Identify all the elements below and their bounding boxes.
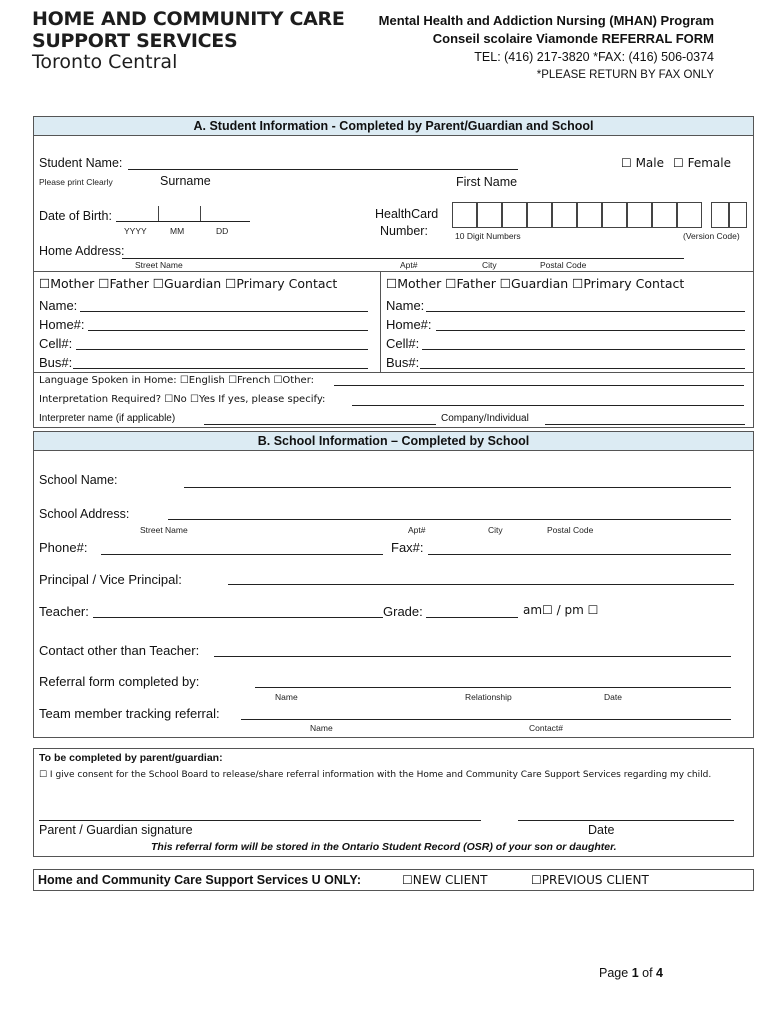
postal-caption: Postal Code — [547, 525, 594, 535]
grade-field[interactable] — [426, 617, 518, 618]
date-caption: Date — [604, 692, 622, 702]
grade-label: Grade: — [383, 604, 423, 619]
page-total: 4 — [656, 966, 663, 980]
principal-field[interactable] — [228, 584, 734, 585]
healthcard-digit[interactable] — [627, 202, 652, 228]
interpreter-name-field[interactable] — [204, 424, 436, 425]
page-current: 1 — [631, 966, 639, 980]
company-field[interactable] — [545, 424, 745, 425]
consent-checkbox[interactable]: ☐ I give consent for the School Board to release/share referral information with the Home and Community Care Support Services regarding my child. — [39, 770, 712, 780]
version-code-box[interactable] — [711, 202, 729, 228]
program-title: Mental Health and Addiction Nursing (MHAN) Program — [378, 13, 714, 28]
referral-completed-field[interactable] — [255, 687, 731, 688]
am-pm-checkboxes[interactable]: am☐ / pm ☐ — [523, 603, 599, 617]
dd-caption: DD — [216, 226, 229, 236]
contact2-home-label: Home#: — [386, 317, 432, 332]
contact-caption: Contact# — [529, 723, 564, 733]
dob-field[interactable] — [116, 221, 250, 222]
contact-other-field[interactable] — [214, 656, 731, 657]
interpreter-label: Interpreter name (if applicable) — [39, 413, 176, 424]
teacher-field[interactable] — [93, 617, 383, 618]
healthcard-label: HealthCard — [375, 207, 439, 221]
school-name-label: School Name: — [39, 473, 118, 487]
logo-line3: Toronto Central — [32, 51, 178, 73]
contact2-bus-field[interactable] — [420, 368, 745, 369]
contact2-cell-label: Cell#: — [386, 336, 420, 351]
contact2-name-field[interactable] — [426, 311, 745, 312]
referral-completed-label: Referral form completed by: — [39, 674, 200, 689]
contact2-name-label: Name: — [386, 298, 425, 313]
relation-checkboxes-left[interactable]: ☐Mother ☐Father ☐Guardian ☐Primary Contact — [39, 276, 338, 291]
contact1-home-field[interactable] — [88, 330, 368, 331]
signature-label: Parent / Guardian signature — [39, 823, 193, 837]
city-caption: City — [488, 525, 503, 535]
fax-field[interactable] — [428, 554, 731, 555]
contact2-bus-label: Bus#: — [386, 355, 420, 370]
school-address-field[interactable] — [168, 519, 731, 520]
page-of: of — [642, 966, 653, 980]
language-line[interactable]: Language Spoken in Home: ☐English ☐French ☐Other: — [39, 375, 315, 386]
contact1-bus-field[interactable] — [73, 368, 368, 369]
postal-caption: Postal Code — [540, 260, 587, 270]
teacher-label: Teacher: — [39, 604, 89, 619]
contact1-name-field[interactable] — [80, 311, 368, 312]
version-code-caption: (Version Code) — [683, 231, 740, 241]
student-name-field[interactable] — [128, 169, 518, 170]
osr-note: This referral form will be stored in the Ontario Student Record (OSR) of your son or daughter. — [151, 841, 617, 853]
healthcard-digit[interactable] — [452, 202, 477, 228]
principal-label: Principal / Vice Principal: — [39, 572, 182, 587]
contact2-cell-field[interactable] — [422, 349, 745, 350]
first-name-caption: First Name — [456, 175, 518, 189]
board-title: Conseil scolaire Viamonde REFERRAL FORM — [432, 31, 714, 46]
team-member-field[interactable] — [241, 719, 731, 720]
contact1-home-label: Home#: — [39, 317, 85, 332]
contact-line: TEL: (416) 217-3820 *FAX: (416) 506-0374 — [474, 50, 714, 64]
contact1-name-label: Name: — [39, 298, 78, 313]
healthcard-digit[interactable] — [677, 202, 702, 228]
phone-label: Phone#: — [39, 540, 88, 555]
section-a-title: A. Student Information - Completed by Parent/Guardian and School — [33, 116, 754, 136]
section-b-title: B. School Information – Completed by School — [33, 431, 754, 451]
dob-divider — [158, 206, 159, 221]
mm-caption: MM — [170, 226, 185, 236]
healthcard-digit[interactable] — [652, 202, 677, 228]
healthcard-digit[interactable] — [502, 202, 527, 228]
interpretation-line[interactable]: Interpretation Required? ☐No ☐Yes If yes, please specify: — [39, 394, 326, 405]
healthcard-digit[interactable] — [577, 202, 602, 228]
print-clearly-note: Please print Clearly — [39, 177, 113, 187]
relationship-caption: Relationship — [465, 692, 512, 702]
contact1-cell-label: Cell#: — [39, 336, 73, 351]
name-caption: Name — [310, 723, 333, 733]
return-note: *PLEASE RETURN BY FAX ONLY — [536, 69, 714, 81]
female-checkbox[interactable]: ☐ Female — [673, 156, 731, 170]
language-other-field[interactable] — [334, 385, 744, 386]
logo-line1: HOME AND COMMUNITY CARE — [32, 8, 345, 30]
interpretation-specify-field[interactable] — [352, 405, 744, 406]
divider — [33, 271, 754, 272]
page-indicator — [599, 966, 663, 980]
company-label: Company/Individual — [441, 413, 529, 424]
team-member-label: Team member tracking referral: — [39, 706, 220, 721]
healthcard-digit[interactable] — [477, 202, 502, 228]
ten-digit-caption: 10 Digit Numbers — [455, 231, 521, 241]
dob-divider — [200, 206, 201, 221]
signature-field[interactable] — [39, 820, 481, 821]
contact2-home-field[interactable] — [436, 330, 745, 331]
home-address-label: Home Address: — [39, 244, 125, 258]
date-label: Date — [588, 823, 615, 837]
healthcard-digit[interactable] — [552, 202, 577, 228]
name-caption: Name — [275, 692, 298, 702]
school-address-label: School Address: — [39, 507, 130, 521]
contact1-cell-field[interactable] — [76, 349, 368, 350]
page-label: Page — [599, 966, 629, 980]
school-name-field[interactable] — [184, 487, 731, 488]
surname-caption: Surname — [160, 174, 211, 188]
city-caption: City — [482, 260, 497, 270]
street-name-caption: Street Name — [135, 260, 183, 270]
divider — [33, 372, 754, 373]
contact-column-divider — [380, 271, 381, 372]
relation-checkboxes-right[interactable]: ☐Mother ☐Father ☐Guardian ☐Primary Contact — [386, 276, 685, 291]
yyyy-caption: YYYY — [124, 226, 147, 236]
dob-label: Date of Birth: — [39, 209, 112, 223]
logo-line2: SUPPORT SERVICES — [32, 30, 238, 52]
new-client-checkbox[interactable]: ☐NEW CLIENT — [402, 873, 488, 887]
healthcard-number-label: Number: — [380, 224, 428, 238]
healthcard-digit[interactable] — [527, 202, 552, 228]
apt-caption: Apt# — [400, 260, 418, 270]
office-use-label: Home and Community Care Support Services U ONLY: — [38, 873, 361, 887]
apt-caption: Apt# — [408, 525, 426, 535]
male-checkbox[interactable]: ☐ Male — [621, 156, 664, 170]
phone-field[interactable] — [101, 554, 383, 555]
fax-label: Fax#: — [391, 540, 424, 555]
date-field[interactable] — [518, 820, 734, 821]
student-name-label: Student Name: — [39, 156, 123, 170]
contact1-bus-label: Bus#: — [39, 355, 73, 370]
contact-other-label: Contact other than Teacher: — [39, 643, 200, 658]
version-code-box[interactable] — [729, 202, 747, 228]
home-address-field[interactable] — [122, 258, 684, 259]
street-name-caption: Street Name — [140, 525, 188, 535]
consent-heading: To be completed by parent/guardian: — [39, 752, 223, 764]
healthcard-digit[interactable] — [602, 202, 627, 228]
previous-client-checkbox[interactable]: ☐PREVIOUS CLIENT — [531, 873, 649, 887]
